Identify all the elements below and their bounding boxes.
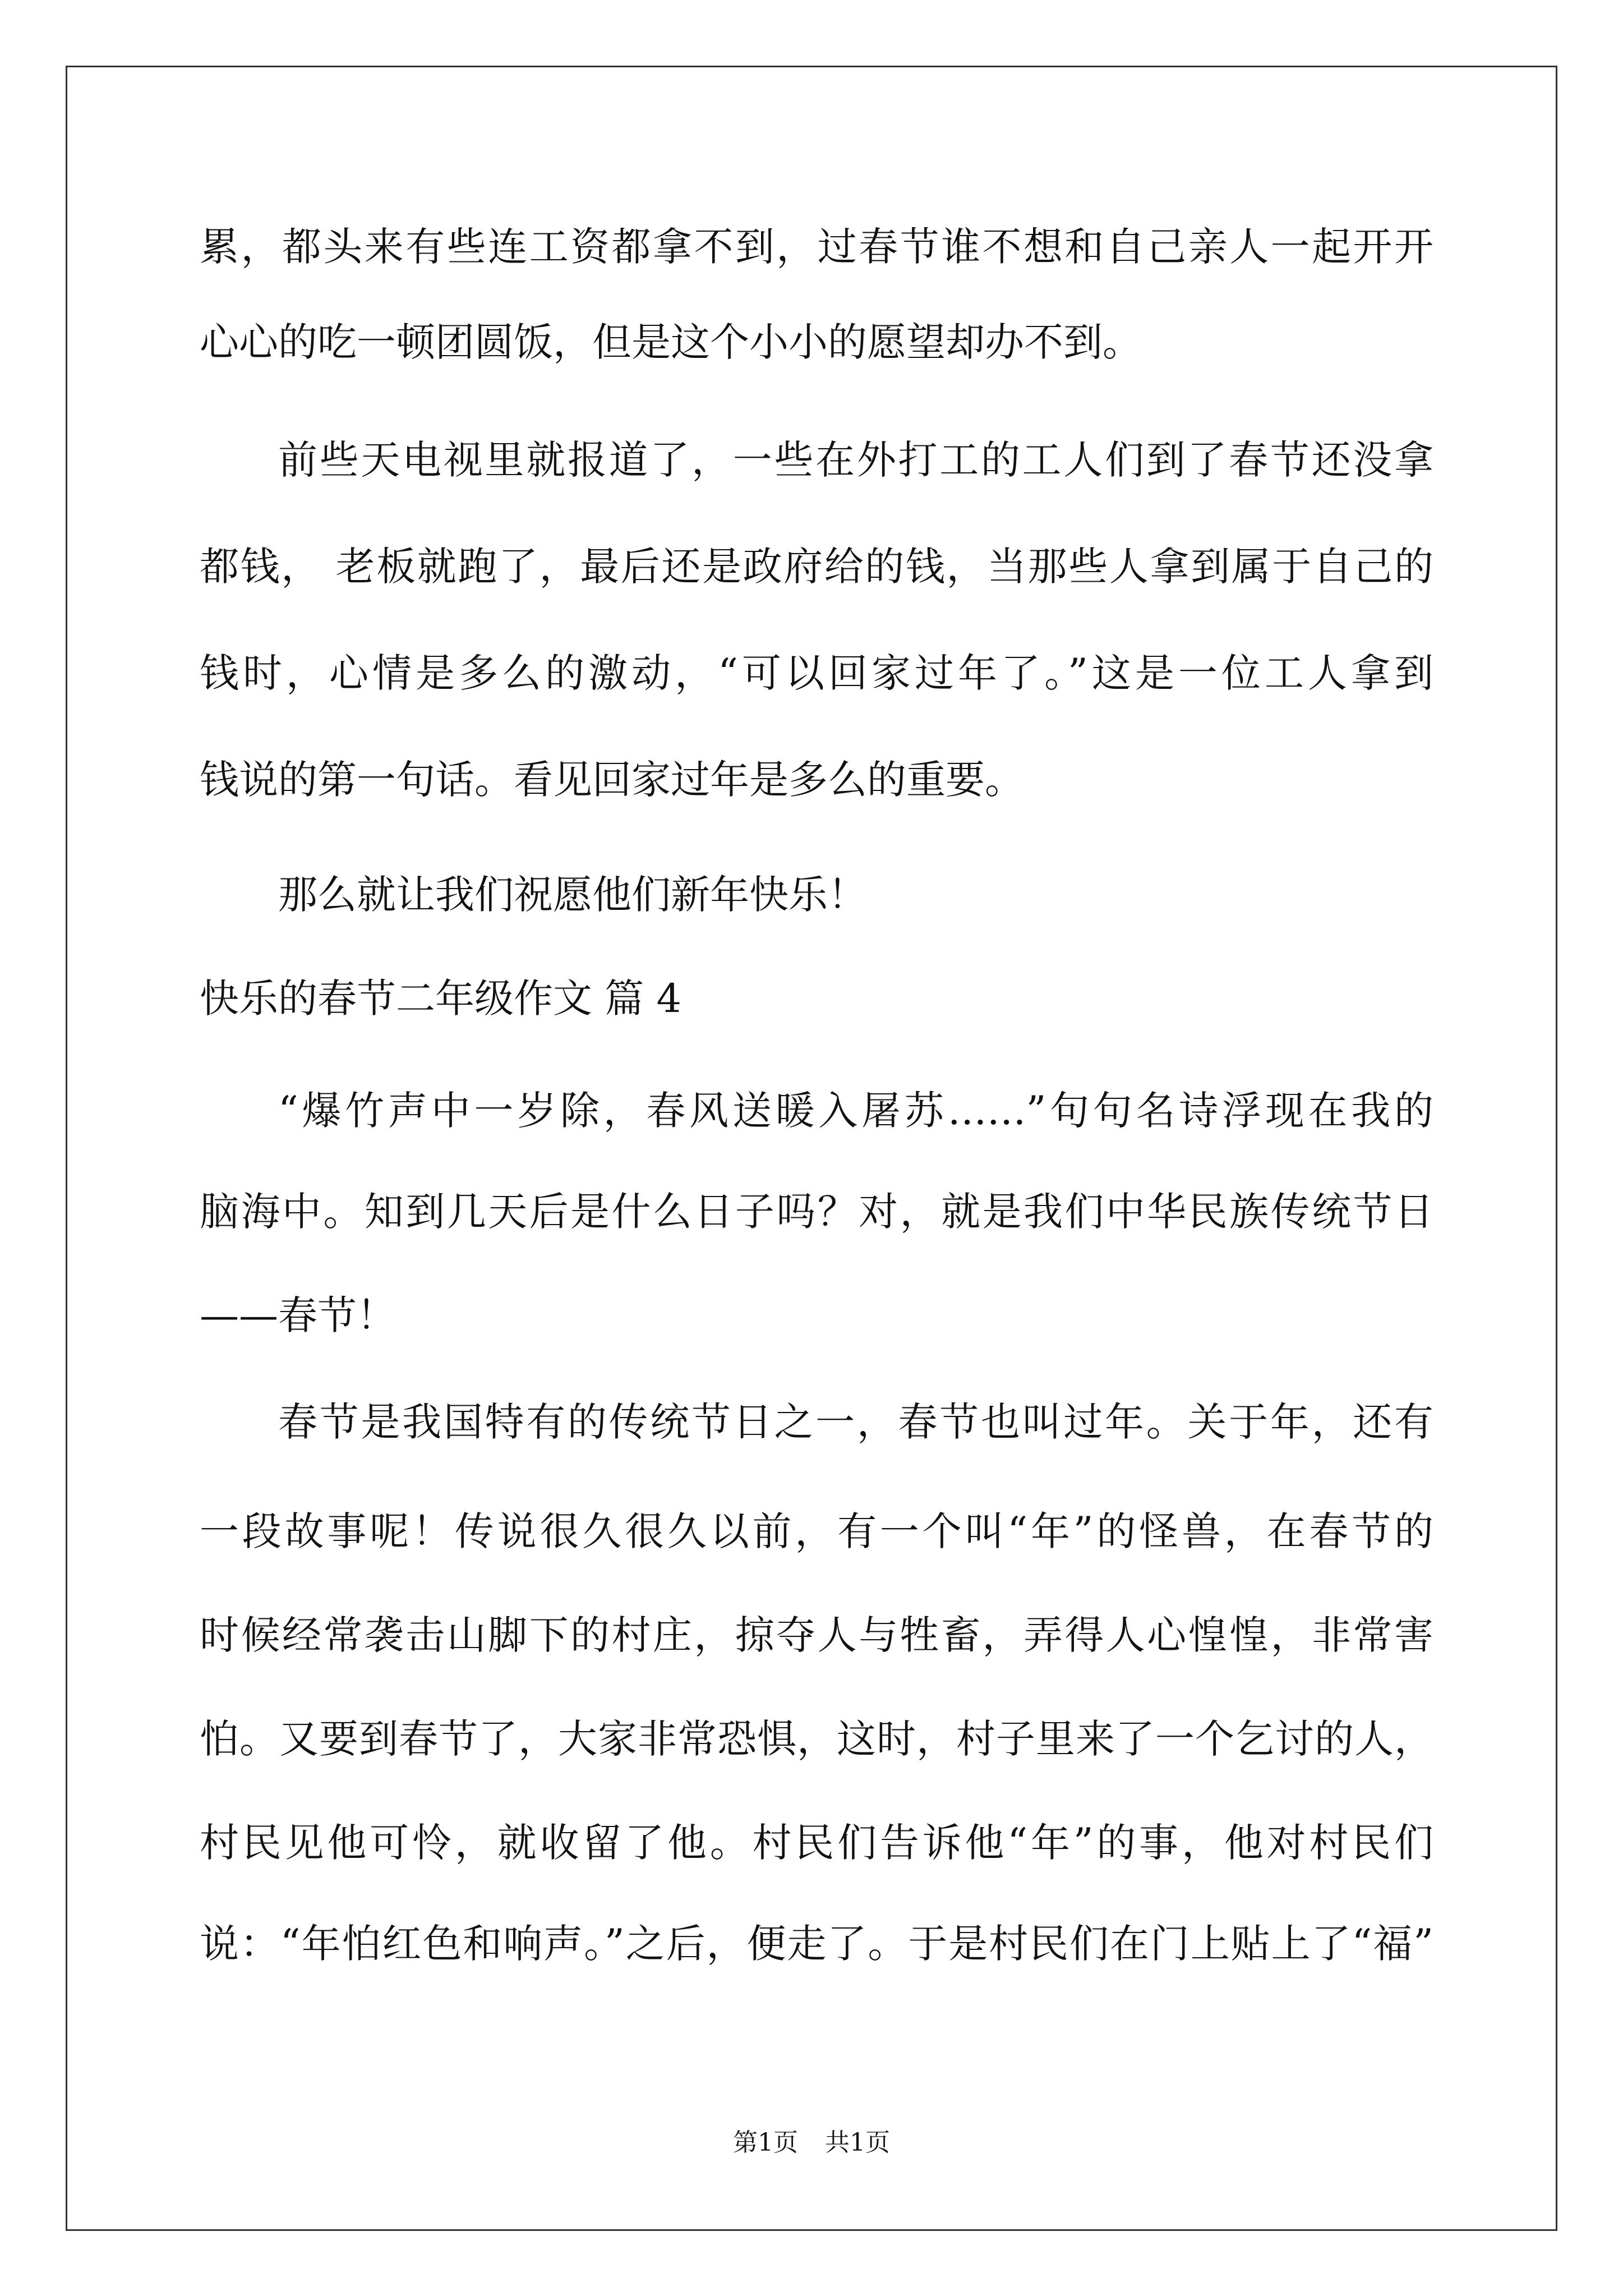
text-line: 都钱， 老板就跑了，最后还是政府给的钱，当那些人拿到属于自己的 — [200, 544, 1433, 590]
text-line: 钱时，心情是多么的激动，“可以回家过年了。”这是一位工人拿到 — [200, 650, 1433, 696]
text-line: 一段故事呢！传说很久很久以前，有一个叫“年”的怪兽，在春节的 — [200, 1508, 1433, 1554]
paragraph-start: 那么就让我们祝愿他们新年快乐！ — [278, 872, 867, 918]
page-total: 共1页 — [825, 2128, 890, 2157]
paragraph-start: 前些天电视里就报道了，一些在外打工的工人们到了春节还没拿 — [278, 437, 1433, 483]
section-heading: 快乐的春节二年级作文 篇 4 — [200, 976, 682, 1022]
text-line: 说：“年怕红色和响声。”之后，便走了。于是村民们在门上贴上了“福” — [200, 1921, 1433, 1967]
page-border — [66, 66, 1557, 2231]
paragraph-start: 春节是我国特有的传统节日之一，春节也叫过年。关于年，还有 — [278, 1399, 1433, 1445]
text-line: ——春节！ — [200, 1292, 396, 1338]
page-footer — [0, 2126, 1623, 2160]
text-line: 脑海中。知到几天后是什么日子吗？对，就是我们中华民族传统节日 — [200, 1189, 1433, 1235]
text-line: 累，都头来有些连工资都拿不到，过春节谁不想和自己亲人一起开开 — [200, 224, 1433, 270]
text-line: 时候经常袭击山脚下的村庄，掠夺人与牲畜，弄得人心惶惶，非常害 — [200, 1612, 1433, 1658]
text-line: 怕。又要到春节了，大家非常恐惧，这时，村子里来了一个乞讨的人， — [200, 1716, 1433, 1762]
paragraph-start: “爆竹声中一岁除，春风送暖入屠苏……”句句名诗浮现在我的 — [278, 1088, 1433, 1134]
text-line: 心心的吃一顿团圆饭，但是这个小小的愿望却办不到。 — [200, 319, 1142, 365]
text-line: 村民见他可怜，就收留了他。村民们告诉他“年”的事，他对村民们 — [200, 1820, 1433, 1866]
page-number: 第1页 — [733, 2128, 798, 2157]
text-line: 钱说的第一句话。看见回家过年是多么的重要。 — [200, 757, 1024, 803]
